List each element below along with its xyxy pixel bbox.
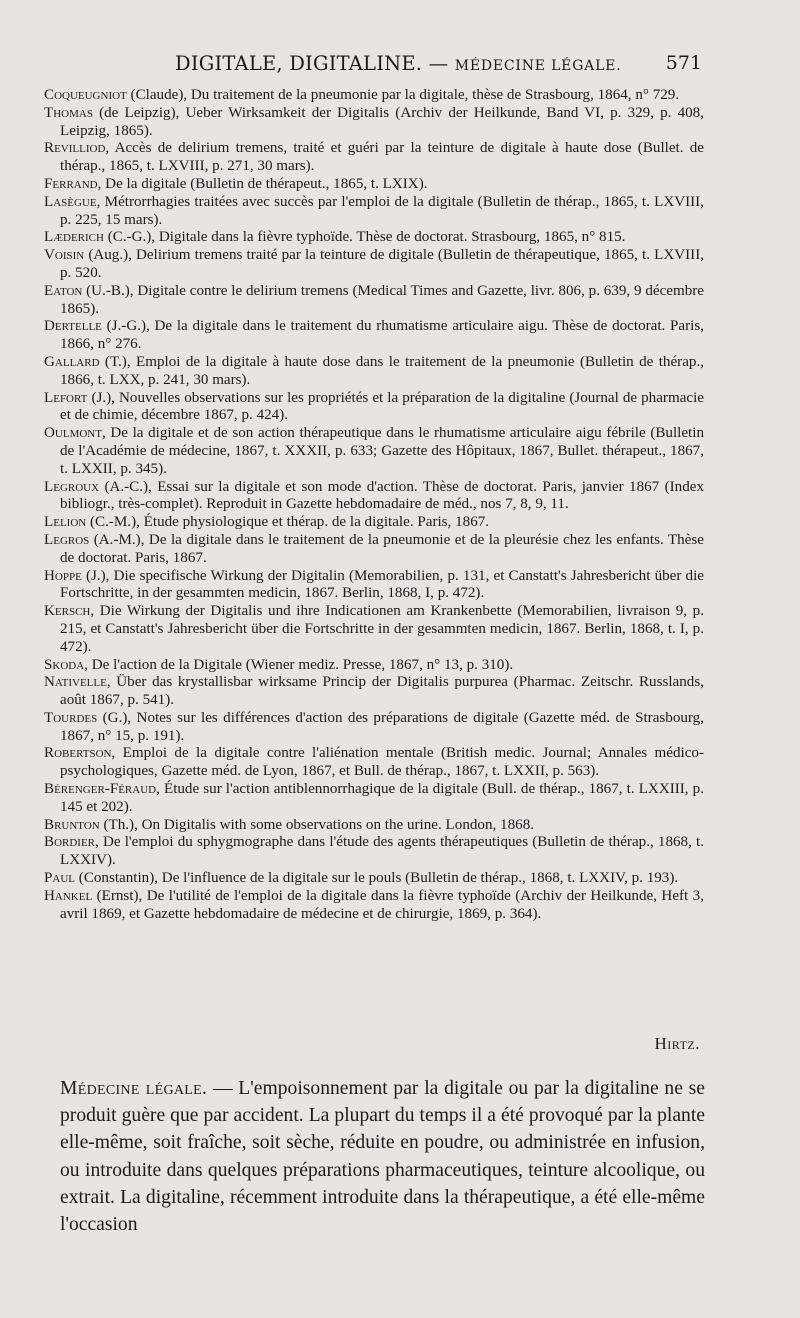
entry-author: Revilliod [44,140,106,157]
entry-author: Lasègue [44,193,97,210]
entry-text: (C.-M.), Étude physiologique et thérap. de la digitale. Paris, 1867. [86,514,490,531]
entry-text: , Métrorrhagies traitées avec succès par l'emploi de la digitale (Bulletin de thérap., 1865, t. LXVIII, p. 225, 15 mars). [60,193,704,228]
bibliography-entry [44,247,704,283]
entry-text: (Aug.), Delirium tremens traité par la teinture de digitale (Bulletin de thérapeutique, 1865, t. LXVIII, p. 520. [60,247,704,281]
entry-text: , De l'emploi du sphygmographe dans l'étude des agents thérapeutiques (Bulletin de thérap., 1868, t. LXXIV). [60,834,704,869]
bibliography-entry [44,817,704,835]
bibliography-entry [44,834,704,870]
entry-author: Oulmont [44,425,102,442]
entry-text: , Über das krystallisbar wirksame Princip der Digitalis purpurea (Pharmac. Zeitschr. Russlands, août 1867, p. 541). [60,674,704,709]
entry-author: Thomas [44,104,93,121]
entry-author: Lefort [44,389,88,406]
entry-text: (C.-G.), Digitale dans la fièvre typhoïde. Thèse de doctorat. Strasbourg, 1865, n° 815. [103,229,626,246]
section-heading: Médecine légale. [60,1078,208,1099]
bibliography-entry [44,140,704,176]
entry-author: Læderich [44,229,104,246]
entry-text: (A.-M.), De la digitale dans le traitement de la pneumonie et de la pleurésie chez les enfants. Thèse de doctorat. Paris, 1867. [60,531,704,566]
entry-text: , De la digitale et de son action thérapeutique dans le rhumatisme articulaire aigu fébrile (Bulletin de l'Académie de médecine, 1867, t. XXXII, p. 633; Gazette des Hôpitaux, 1867, Bullet. thérapeut., 1867, t. LXXII, p. 345). [60,425,704,477]
entry-author: Nativelle [44,674,107,691]
bibliography-entry [44,229,704,247]
entry-text: (T.), Emploi de la digitale à haute dose dans le traitement de la pneumonie (Bulletin de thérap., 1866, t. LXX, p. 241, 30 mars). [60,353,704,388]
bibliography-entry [44,87,704,105]
bibliography-entry [44,532,704,568]
entry-author: Paul [44,870,76,887]
entry-text: (Claude), Du traitement de la pneumonie par la digitale, thèse de Strasbourg, 1864, n° 729. [126,87,680,103]
entry-author: Kersch [44,603,91,620]
page-number: 571 [665,52,702,74]
entry-author: Legros [44,531,90,548]
entry-text: (Constantin), De l'influence de la digitale sur le pouls (Bulletin de thérap., 1868, t. LXXIV, p. 193). [75,870,679,887]
entry-author: Ferrand [44,175,98,192]
entry-author: Lelion [44,514,87,531]
entry-text: (J.), Nouvelles observations sur les propriétés et la préparation de la digitaline (Journal de pharmacie et de chimie, décembre 1867, p. 424). [60,389,704,424]
bibliography-entry [44,657,704,675]
entry-author: Tourdes [44,709,98,726]
entry-text: (J.), Die specifische Wirkung der Digitalin (Memorabilien, p. 131, et Canstatt's Jahresbericht über die Fortschritte, in der gesammten medicin, 1867. Berlin, 1868, I, p. 472). [60,567,704,602]
entry-author: Brunton [44,816,100,833]
entry-text: (G.), Notes sur les différences d'action des préparations de digitale (Gazette méd. de Strasbourg, 1867, n° 15, p. 191). [60,709,704,744]
bibliography-entry [44,194,704,230]
header-title: DIGITALE, DIGITALINE. — MÉDECINE LÉGALE. [175,52,622,75]
bibliography-entry [44,425,704,478]
entry-author: Voisin [44,247,85,264]
entry-author: Bordier [44,834,96,851]
bibliography-entry [44,514,704,532]
bibliography-entry [44,390,704,426]
header-subtitle: MÉDECINE LÉGALE. [454,58,622,74]
bibliography-entry [44,354,704,390]
bibliography-entry [44,888,704,924]
running-header [0,52,800,82]
entry-text: , De l'action de la Digitale (Wiener mediz. Presse, 1867, n° 13, p. 310). [84,656,514,673]
bibliography-entry [44,318,704,354]
bibliography-entry [44,283,704,319]
entry-author: Gallard [44,353,100,370]
entry-author: Robertson [44,745,112,762]
entry-text: , Emploi de la digitale contre l'aliénation mentale (British medic. Journal; Annales médico-psychologiques, Gazette méd. de Lyon, 1867, et Bull. de thérap., 1867, t. LXXII, p. 563). [60,745,704,780]
author-signature: Hirtz. [654,1034,700,1053]
bibliography-entry [44,479,704,515]
section-paragraph [60,1075,705,1238]
bibliography-entry [44,870,704,888]
entry-author: Skoda [44,656,85,673]
bibliography-entry [44,176,704,194]
entry-text: , De la digitale (Bulletin de thérapeut., 1865, t. LXIX). [97,175,428,192]
entry-author: Eaton [44,282,83,299]
bibliography-entry [44,781,704,817]
entry-text: (J.-G.), De la digitale dans le traitement du rhumatisme articulaire aigu. Thèse de doctorat. Paris, 1866, n° 276. [60,318,704,353]
bibliography-list [44,87,704,923]
entry-text: (Th.), On Digitalis with some observations on the urine. London, 1868. [99,816,535,833]
bibliography-entry [44,568,704,604]
bibliography-entry [44,105,704,141]
entry-text: , Die Wirkung der Digitalis und ihre Indicationen am Krankenbette (Memorabilien, livraison 9, p. 215, et Canstatt's Jahresbericht über die Fortschritte in der gesammten medicin, 1867. Berlin, 1868, t. I, p. 472). [60,603,704,655]
bibliography-entry [44,674,704,710]
entry-author: Bérenger-Féraud [44,781,157,798]
entry-author: Coqueugniot [44,87,127,103]
entry-author: Legroux [44,478,100,495]
section-text: — L'empoisonnement par la digitale ou par la digitaline ne se produit guère que par accident. La plupart du temps il a été provoqué par la plante elle-même, soit fraîche, soit sèche, réduite en poudre, ou administrée en infusion, ou introduite dans quelques préparations pharmaceutiques, teinture alcoolique, ou extrait. La digitaline, récemment introduite dans la thérapeutique, a été elle-même l'occasion [60,1078,705,1236]
bibliography-entry [44,710,704,746]
bibliography-entry [44,603,704,656]
entry-text: (A.-C.), Essai sur la digitale et son mode d'action. Thèse de doctorat. Paris, janvier 1867 (Index bibliogr., très-complet). Reproduit in Gazette hebdomadaire de méd., nos 7, 8, 9, 11. [60,478,704,513]
bibliography-entry [44,745,704,781]
entry-author: Hoppe [44,567,82,584]
entry-text: (U.-B.), Digitale contre le delirium tremens (Medical Times and Gazette, livr. 806, p. 639, 9 décembre 1865). [60,282,704,317]
entry-text: (Ernst), De l'utilité de l'emploi de la digitale dans la fièvre typhoïde (Archiv der Heilkunde, Heft 3, avril 1869, et Gazette hebdomadaire de médecine et de chirurgie, 1869, p. 364). [60,887,704,922]
entry-text: , Accès de delirium tremens, traité et guéri par la teinture de digitale à haute dose (Bullet. de thérap., 1865, t. LXVIII, p. 271, 30 mars). [60,140,704,175]
entry-author: Hankel [44,887,93,904]
entry-text: , Étude sur l'action antiblennorrhagique de la digitale (Bull. de thérap., 1867, t. LXXIII, p. 145 et 202). [60,781,704,815]
entry-author: Dertelle [44,318,102,335]
entry-text: (de Leipzig), Ueber Wirksamkeit der Digitalis (Archiv der Heilkunde, Band VI, p. 329, p. 408, Leipzig, 1865). [60,104,704,139]
